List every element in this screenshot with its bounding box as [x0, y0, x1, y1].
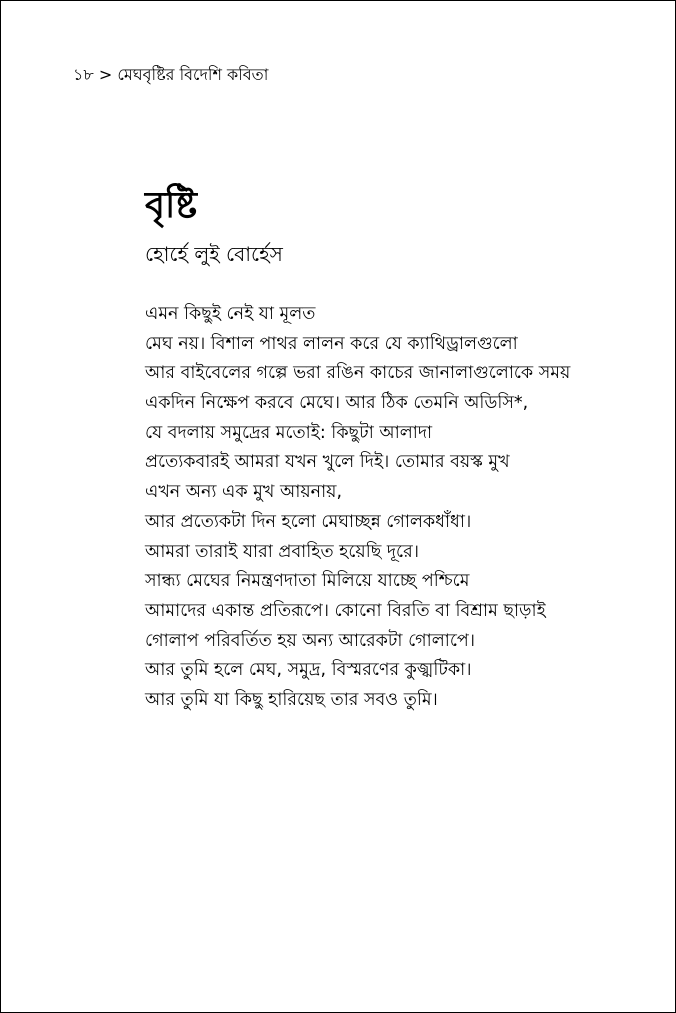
poem-line: এমন কিছুই নেই যা মূলত: [145, 304, 316, 324]
poem-line: মেঘ নয়। বিশাল পাথর লালন করে যে ক্যাথিড্রালগুলো: [145, 333, 518, 354]
poem-line: এখন অন্য এক মুখ আয়নায়,: [145, 482, 343, 503]
poem-line: আর প্রত্যেকটা দিন হলো মেঘাচ্ছন্ন গোলকধাঁধা।: [145, 511, 472, 532]
poem-line: আর তুমি হলে মেঘ, সমুদ্র, বিস্মরণের কুজ্ঝটিকা।: [145, 660, 472, 681]
poem-line: একদিন নিক্ষেপ করবে মেঘে। আর ঠিক তেমনি অডিসি*,: [145, 393, 529, 414]
poem-line: যে বদলায় সমুদ্রের মতোই: কিছুটা আলাদা: [145, 422, 433, 443]
poem-line: আর তুমি যা কিছু হারিয়েছ তার সবও তুমি।: [145, 689, 438, 710]
poem-line: আর বাইবেলের গল্পে ভরা রঙিন কাচের জানালাগুলোকে সময়: [145, 363, 571, 384]
poem-author: হোর্হে লুই বোর্হেস: [145, 242, 283, 266]
poem-line: সান্ধ্য মেঘের নিমন্ত্রণদাতা মিলিয়ে যাচ্ছে পশ্চিমে: [145, 571, 470, 592]
poem-line: প্রত্যেকবারই আমরা যখন খুলে দিই। তোমার বয়স্ক মুখ: [145, 452, 510, 473]
poem-title: বৃষ্টি: [145, 185, 197, 226]
poem-body: [145, 300, 570, 716]
poem-line: গোলাপ পরিবর্তিত হয় অন্য আরেকটা গোলাপে।: [145, 630, 476, 651]
poem-line: আমরা তারাই যারা প্রবাহিত হয়েছি দূরে।: [145, 541, 419, 562]
running-header: ১৮ > মেঘবৃষ্টির বিদেশি কবিতা: [73, 65, 269, 84]
poem-line: আমাদের একান্ত প্রতিরূপে। কোনো বিরতি বা বিশ্রাম ছাড়াই: [145, 600, 546, 621]
